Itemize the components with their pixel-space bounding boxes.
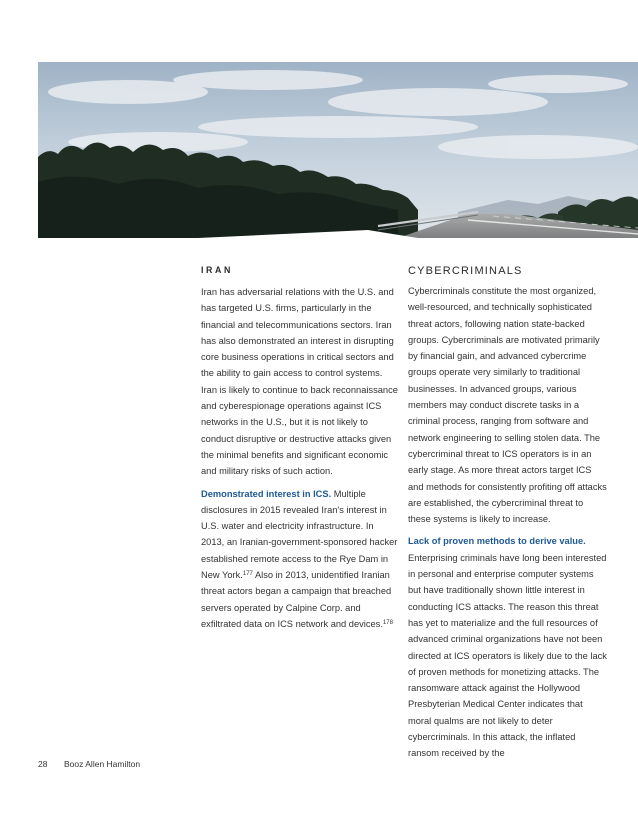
footnote-178: 178	[382, 619, 393, 626]
iran-paragraph-1: Iran has adversarial relations with the U.S. and has targeted U.S. firms, particularly in the financial and telecommunications sectors. Iran has also demonstrated an interest in disrupting core business operations in critical sectors and the ability to gain access to control systems. Iran is likely to continue to back reconnaissance and cyberespionage operations against ICS networks in the U.S., but it is not likely to conduct disruptive or destructive attacks given the minimal benefits and significant economic and military risks of such action.	[201, 287, 398, 477]
iran-column	[201, 262, 398, 638]
cybercriminals-paragraph-2-lead: Lack of proven methods to derive value.	[408, 536, 586, 547]
cybercriminals-heading: CYBERCRIMINALS	[408, 265, 523, 277]
iran-paragraph-2-text-a: Multiple disclosures in 2015 revealed Iran's interest in U.S. water and electricity infrastructure. In 2013, an Iranian-government-sponsored hacker established remote access to the Rye Dam in New York.	[201, 488, 398, 581]
iran-paragraph-2	[201, 486, 398, 633]
highway-landscape-image	[38, 62, 638, 238]
page-number: 28	[38, 759, 48, 769]
hero-photo-highway	[38, 62, 638, 238]
iran-paragraph-2-lead: Demonstrated interest in ICS.	[201, 488, 332, 499]
footer-brand: Booz Allen Hamilton	[64, 759, 141, 769]
cybercriminals-paragraph-2	[408, 533, 608, 761]
cybercriminals-paragraph-1: Cybercriminals constitute the most organized, well-resourced, and technically sophisticated threat actors, following nation state-backed groups. Cybercriminals are motivated primarily by financial gain, and advanced cybercrime groups operate very similarly to traditional businesses. In advanced groups, various members may conduct discrete tasks in a criminal process, ranging from software and network engineering to selling stolen data. The cybercriminal threat to ICS operators is in an early stage. As more threat actors target ICS and methods for consistently profiting off attacks are established, the cybercriminal threat to these systems is likely to increase.	[408, 286, 607, 525]
page-footer	[38, 759, 140, 769]
cybercriminals-paragraph-2-text: Enterprising criminals have long been interested in personal and enterprise computer systems but have traditionally shown little interest in conducting ICS attacks. The reason this threat has yet to materialize and the full resources of advanced criminal organizations have not been directed at ICS operators is likely due to the lack of proven methods for monetizing attacks. The ransomware attack against the Hollywood Presbyterian Medical Center indicates that moral qualms are not likely to deter cybercriminals. In this attack, the inflated ransom received by the	[408, 552, 607, 759]
cybercriminals-column	[408, 262, 608, 768]
iran-paragraph-2-text-b: Also in 2013, unidentified Iranian threat actors began a campaign that breached servers operated by Calpine Corp. and exfiltrated data on ICS network and devices.	[201, 570, 392, 629]
footnote-177: 177	[242, 571, 253, 578]
iran-heading: IRAN	[201, 265, 233, 275]
